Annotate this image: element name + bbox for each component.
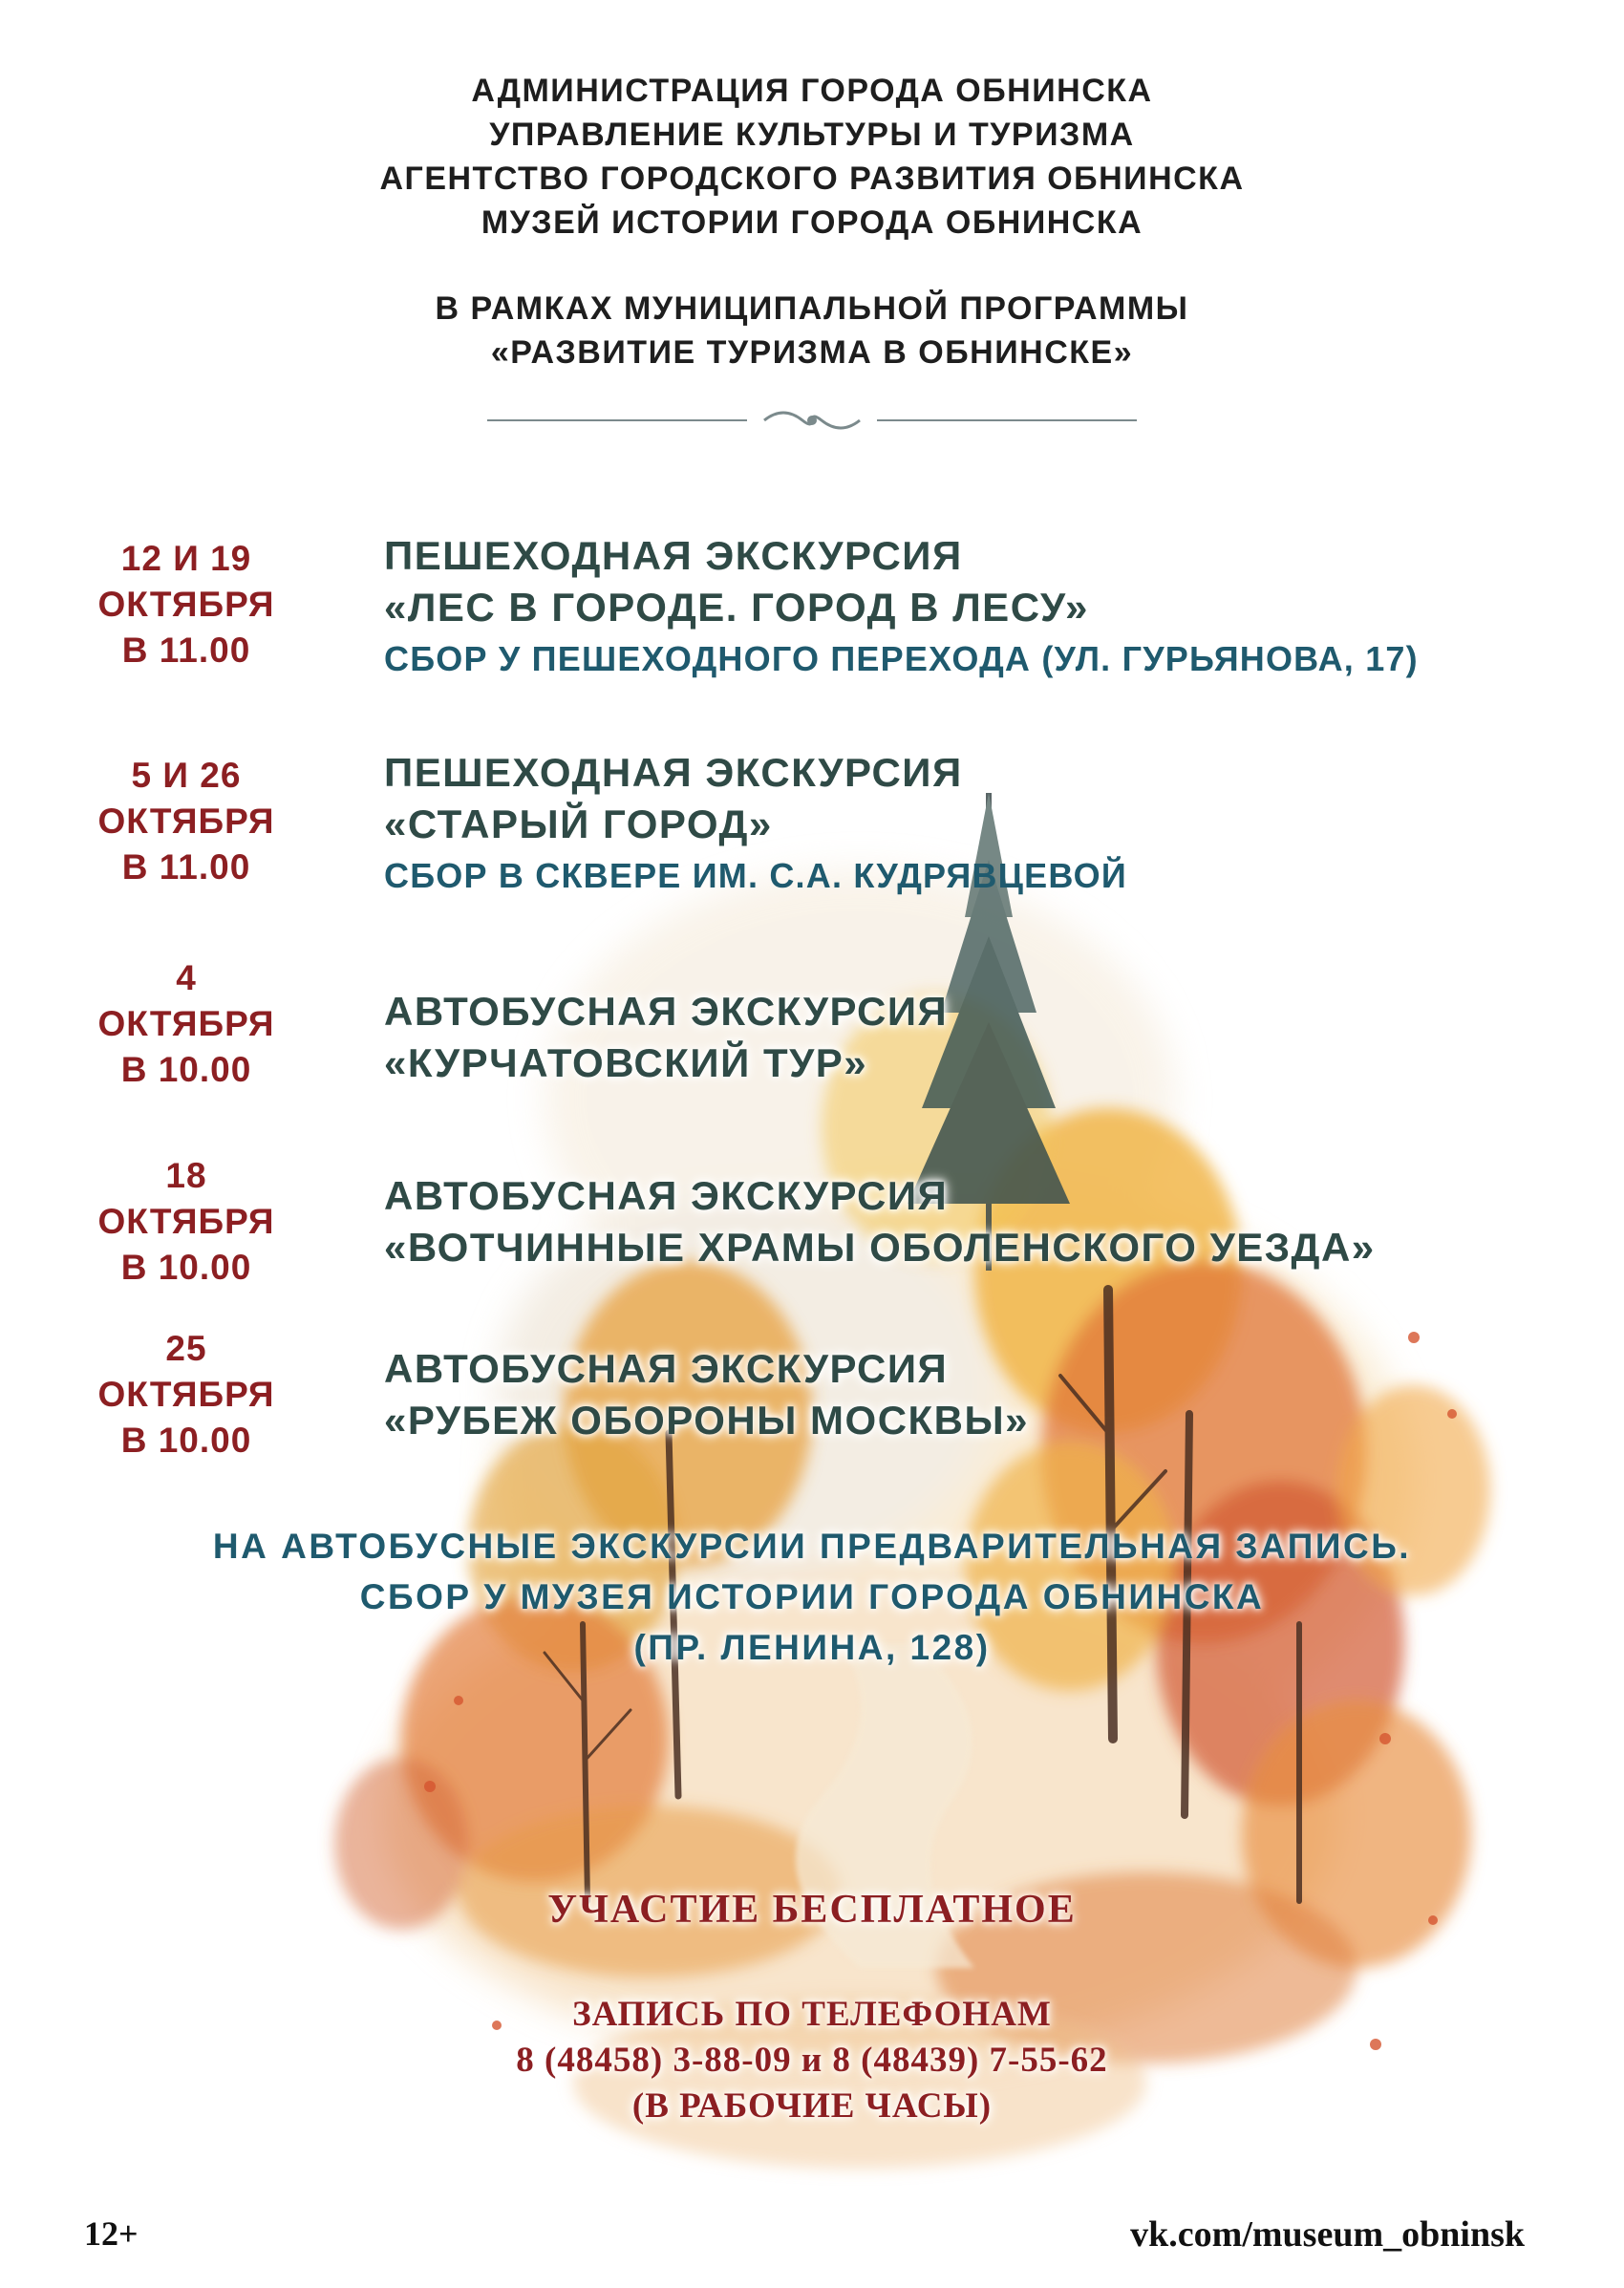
event-type: АВТОБУСНАЯ ЭКСКУРСИЯ	[384, 1346, 949, 1391]
event-5	[0, 1326, 1624, 1469]
program-line: В РАМКАХ МУНИЦИПАЛЬНОЙ ПРОГРАММЫ	[435, 290, 1189, 327]
event-info	[384, 1170, 1376, 1273]
registration-phones	[0, 1992, 1624, 2129]
phones-hours: (В РАБОЧИЕ ЧАСЫ)	[631, 2086, 993, 2126]
event-meeting-place: СБОР В СКВЕРЕ ИМ. С.А. КУДРЯВЦЕВОЙ	[384, 856, 1127, 895]
event-info	[384, 747, 1127, 902]
event-meeting-place: СБОР У ПЕШЕХОДНОГО ПЕРЕХОДА (УЛ. ГУРЬЯНОВА, 17)	[384, 639, 1419, 678]
organizer-line: АДМИНИСТРАЦИЯ ГОРОДА ОБНИНСКА	[471, 73, 1153, 109]
notice-line: (ПР. ЛЕНИНА, 128)	[633, 1628, 991, 1667]
event-2	[0, 747, 1624, 909]
phones-heading: ЗАПИСЬ ПО ТЕЛЕФОНАМ	[572, 1995, 1052, 2034]
event-date: 12 И 19 ОКТЯБРЯ В 11.00	[97, 539, 275, 670]
organizers-header	[0, 69, 1624, 374]
event-1	[0, 530, 1624, 693]
program-line: «РАЗВИТИЕ ТУРИЗМА В ОБНИНСКЕ»	[490, 334, 1134, 371]
event-4	[0, 1153, 1624, 1296]
event-title: «СТАРЫЙ ГОРОД»	[384, 802, 773, 846]
event-date: 5 И 26 ОКТЯБРЯ В 11.00	[97, 756, 275, 887]
event-title: «РУБЕЖ ОБОРОНЫ МОСКВЫ»	[384, 1398, 1029, 1443]
organizer-line: МУЗЕЙ ИСТОРИИ ГОРОДА ОБНИНСКА	[481, 204, 1143, 241]
event-info	[384, 986, 948, 1089]
event-3	[0, 955, 1624, 1099]
event-type: АВТОБУСНАЯ ЭКСКУРСИЯ	[384, 989, 949, 1034]
free-participation: УЧАСТИЕ БЕСПЛАТНОЕ	[547, 1888, 1077, 1932]
event-title: «ЛЕС В ГОРОДЕ. ГОРОД В ЛЕСУ»	[384, 585, 1089, 630]
event-info	[384, 1343, 1029, 1446]
ornament-divider	[487, 399, 1137, 441]
event-type: ПЕШЕХОДНАЯ ЭКСКУРСИЯ	[384, 750, 963, 795]
bus-tours-notice	[0, 1521, 1624, 1673]
age-rating: 12+	[84, 2214, 139, 2253]
event-title: «КУРЧАТОВСКИЙ ТУР»	[384, 1040, 868, 1085]
event-date: 25 ОКТЯБРЯ В 10.00	[97, 1329, 275, 1460]
event-date: 4 ОКТЯБРЯ В 10.00	[97, 958, 275, 1089]
phone-numbers: 8 (48458) 3-88-09 и 8 (48439) 7-55-62	[516, 2041, 1108, 2080]
organizer-line: АГЕНТСТВО ГОРОДСКОГО РАЗВИТИЯ ОБНИНСКА	[379, 160, 1245, 197]
event-date: 18 ОКТЯБРЯ В 10.00	[97, 1156, 275, 1287]
event-type: АВТОБУСНАЯ ЭКСКУРСИЯ	[384, 1173, 949, 1218]
organizer-line: УПРАВЛЕНИЕ КУЛЬТУРЫ И ТУРИЗМА	[489, 117, 1135, 153]
event-info	[384, 530, 1419, 685]
event-type: ПЕШЕХОДНАЯ ЭКСКУРСИЯ	[384, 533, 963, 578]
notice-line: НА АВТОБУСНЫЕ ЭКСКУРСИИ ПРЕДВАРИТЕЛЬНАЯ ЗАПИСЬ.	[212, 1527, 1412, 1566]
social-link[interactable]: vk.com/museum_obninsk	[1130, 2214, 1525, 2255]
notice-line: СБОР У МУЗЕЯ ИСТОРИИ ГОРОДА ОБНИНСКА	[359, 1577, 1265, 1616]
event-title: «ВОТЧИННЫЕ ХРАМЫ ОБОЛЕНСКОГО УЕЗДА»	[384, 1225, 1376, 1270]
